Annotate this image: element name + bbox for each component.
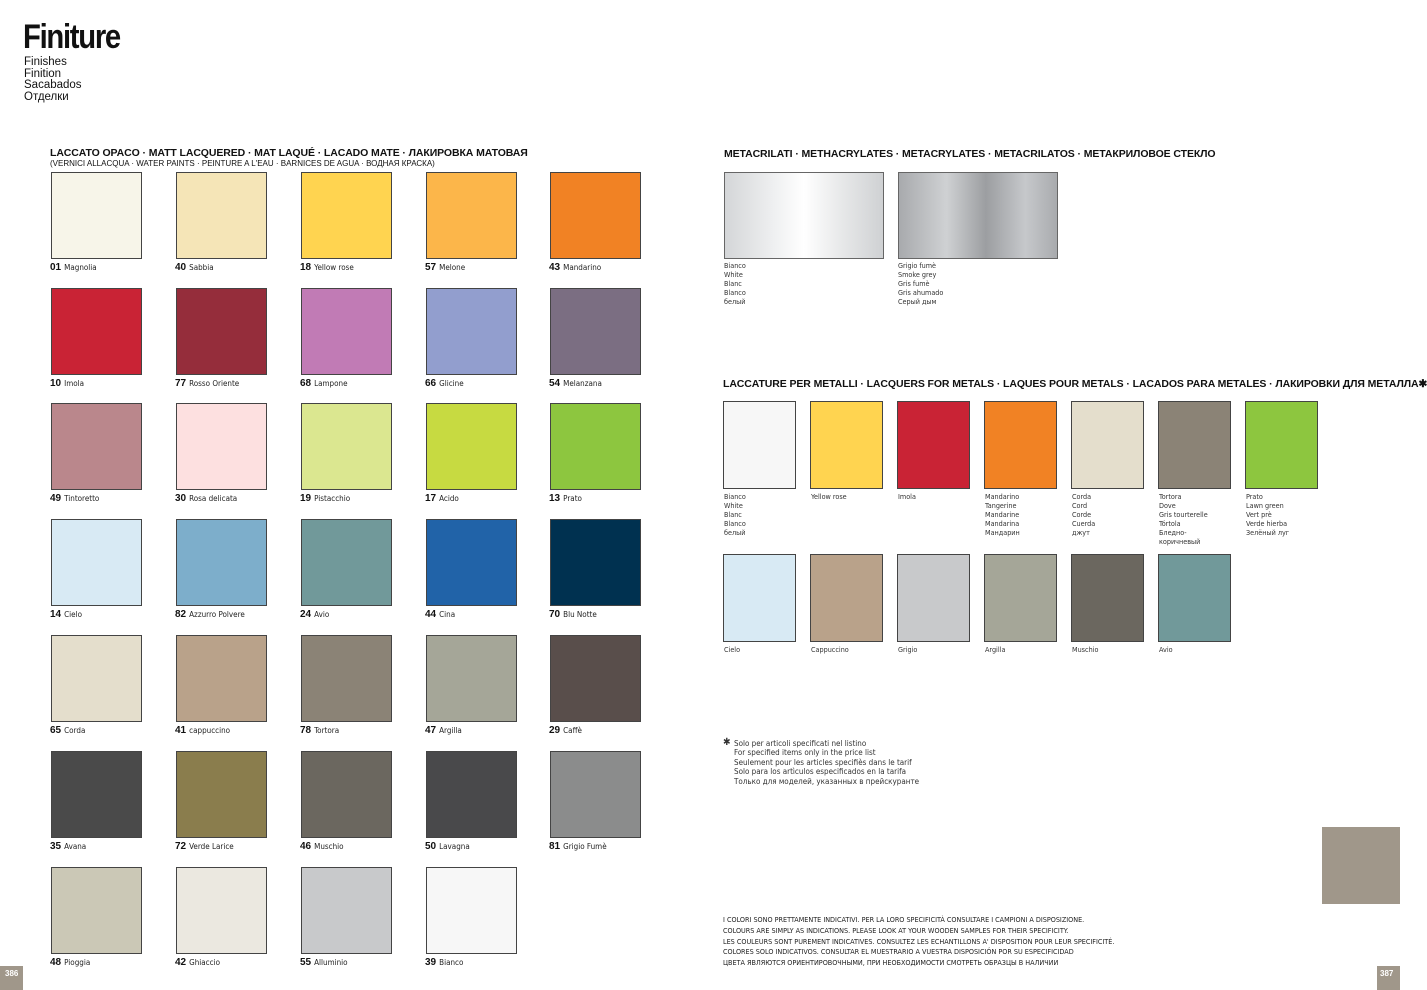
swatch-pioggia [51, 867, 142, 954]
metal-label [1246, 493, 1289, 538]
swatch-code: 35 [50, 841, 62, 852]
swatch-name: Blu Notte [563, 610, 597, 619]
footnote-line: For specified items only in the price list [734, 748, 876, 758]
label-line: Mandarine [985, 509, 1020, 519]
footnote-line: Seulement pour les articles specifiès dans le tarif [734, 757, 912, 767]
label-line: White [724, 500, 743, 510]
swatch-label [425, 725, 462, 736]
swatch-code: 17 [425, 493, 437, 504]
swatch-name: Glicine [439, 379, 464, 388]
swatch-code: 19 [300, 493, 312, 504]
label-line: белый [724, 296, 746, 306]
label-line: Grigio [898, 645, 918, 654]
label-line: белый [724, 527, 746, 537]
label-line: Blanco [724, 518, 746, 528]
swatch-label [50, 609, 82, 620]
metal-label [985, 646, 1005, 655]
swatch-name: Azzurro Polvere [189, 610, 245, 619]
swatch-label [425, 957, 463, 968]
swatch-cielo [51, 519, 142, 606]
swatch-code: 01 [50, 262, 62, 273]
label-line: Зелёный луг [1246, 527, 1290, 537]
methacrylate-swatch [724, 172, 884, 259]
footnote-line: Solo para los artìculos especificados en la tarifa [734, 767, 907, 777]
swatch-argilla [426, 635, 517, 722]
swatch-code: 41 [175, 725, 187, 736]
page-number-right-box [1377, 966, 1400, 990]
swatch-name: Pioggia [64, 958, 91, 967]
metal-label [724, 646, 740, 655]
label-line: Corda [1072, 492, 1092, 501]
swatch-code: 10 [50, 378, 62, 389]
label-line: Tórtola [1159, 518, 1181, 528]
swatch-caff- [550, 635, 641, 722]
swatch-label [549, 609, 597, 620]
subtitle-fr: Finition [24, 67, 62, 80]
swatch-label [300, 957, 348, 968]
swatch-name: Melanzana [563, 379, 602, 388]
label-line: Mandarino [985, 492, 1020, 501]
swatch-name: Avana [64, 842, 87, 851]
label-line: Blanc [724, 278, 742, 288]
subtitle-ru: Отделки [24, 91, 69, 104]
metal-label [811, 493, 847, 502]
label-line: Cappuccino [811, 645, 849, 654]
swatch-grigio-fum- [550, 751, 641, 838]
metal-swatch-avio [1158, 554, 1231, 642]
swatch-code: 68 [300, 378, 312, 389]
label-line: Avio [1159, 645, 1173, 654]
swatch-label [175, 725, 230, 736]
metals-heading [723, 378, 1427, 390]
swatch-label [425, 378, 464, 389]
swatch-name: Cina [439, 610, 456, 619]
swatch-name: Verde Larice [189, 842, 234, 851]
swatch-code: 43 [549, 262, 561, 273]
swatch-name: Sabbia [189, 263, 214, 272]
disclaimer-line: LES COULEURS SONT PUREMENT INDICATIVES. CONSULTEZ LES ECHANTILLONS A' DISPOSITION POUR LEUR SPECIFICITÉ. [723, 936, 1115, 946]
swatch-code: 50 [425, 841, 437, 852]
swatch-name: Avio [314, 610, 330, 619]
swatch-label [300, 262, 354, 273]
label-line: Bianco [724, 492, 746, 501]
swatch-code: 82 [175, 609, 187, 620]
swatch-code: 70 [549, 609, 561, 620]
swatch-sabbia [176, 172, 267, 259]
swatch-label [300, 725, 339, 736]
label-line: Cord [1072, 500, 1088, 510]
metal-label [724, 493, 746, 538]
swatch-name: Tortora [314, 726, 340, 735]
swatch-name: Imola [64, 379, 85, 388]
swatch-imola [51, 288, 142, 375]
methacrylates-heading: METACRILATI · METHACRYLATES · METACRYLATES · METACRILATOS · МЕТАКРИЛОВОЕ СТЕКЛО [724, 148, 1216, 160]
swatch-label [175, 841, 234, 852]
swatch-name: Tintoretto [64, 494, 100, 503]
swatch-name: Corda [64, 726, 86, 735]
swatch-name: cappuccino [189, 726, 231, 735]
swatch-tortora [301, 635, 392, 722]
label-line: Verde hierba [1246, 518, 1288, 528]
metal-label [811, 646, 849, 655]
methacrylate-swatch [898, 172, 1058, 259]
swatch-name: Caffè [563, 726, 582, 735]
page-number-left-box [0, 966, 23, 990]
label-line: джут [1072, 527, 1090, 537]
swatch-name: Magnolia [64, 263, 97, 272]
label-line: Gris tourterelle [1159, 509, 1208, 519]
swatch-name: Argilla [439, 726, 462, 735]
label-line: Prato [1246, 492, 1263, 501]
swatch-code: 18 [300, 262, 312, 273]
swatch-label [549, 841, 607, 852]
matt-heading: LACCATO OPACO · MATT LACQUERED · MAT LAQUÉ · LACADO MATE · ЛАКИРОВКА МАТОВАЯ [50, 147, 528, 159]
disclaimer-line: I COLORI SONO PRETTAMENTE INDICATIVI. PER LA LORO SPECIFICITÀ CONSULTARE I CAMPIONI A DISPOSIZIONE. [723, 915, 1085, 924]
swatch-label [50, 957, 90, 968]
swatch-label [425, 609, 455, 620]
label-line: Vert prè [1246, 509, 1272, 519]
swatch-name: Rosa delicata [189, 494, 238, 503]
swatch-label [300, 609, 329, 620]
swatch-label [300, 841, 344, 852]
swatch-code: 47 [425, 725, 437, 736]
label-line: Imola [898, 492, 916, 501]
swatch-lavagna [426, 751, 517, 838]
swatch-label [50, 841, 86, 852]
label-line: Серый дым [898, 296, 937, 306]
label-line: Smoke grey [898, 269, 937, 279]
label-line: Mandarina [985, 518, 1020, 528]
swatch-code: 65 [50, 725, 62, 736]
metal-label [985, 493, 1020, 538]
swatch-acido [426, 403, 517, 490]
swatch-label [549, 725, 582, 736]
swatch-avio [301, 519, 392, 606]
swatch-label [175, 262, 214, 273]
label-line: Yellow rose [811, 492, 847, 501]
footnote-line: Solo per articoli specificati nel listino [734, 739, 867, 748]
swatch-name: Bianco [439, 958, 464, 967]
swatch-cappuccino [176, 635, 267, 722]
label-line: Cielo [724, 645, 741, 654]
metal-label [898, 493, 916, 502]
swatch-avana [51, 751, 142, 838]
metal-label [1072, 646, 1098, 655]
swatch-name: Muschio [314, 842, 344, 851]
swatch-label [425, 841, 470, 852]
swatch-verde-larice [176, 751, 267, 838]
swatch-label [300, 378, 348, 389]
page-number-left: 386 [5, 969, 19, 978]
swatch-code: 44 [425, 609, 437, 620]
metal-swatch-mandarino [984, 401, 1057, 489]
metals-heading-text: LACCATURE PER METALLI · LACQUERS FOR METALS · LAQUES POUR METALS · LACADOS PARA METALES · ЛАКИРОВКИ ДЛЯ МЕТАЛЛА [723, 378, 1419, 390]
footnote-line: Только для моделей, указанных в прейскуранте [734, 776, 920, 786]
swatch-code: 77 [175, 378, 187, 389]
label-line: Grigio fumè [898, 261, 937, 270]
label-line: Lawn green [1246, 500, 1284, 510]
section-tab [1322, 827, 1400, 904]
disclaimer-line: COLORES SOLO INDICATIVOS. CONSULTAR EL MUESTRARIO A VUESTRA DISPOSICIÓN POR SU ESPECIFICIDAD [723, 947, 1074, 957]
asterisk-icon: ✱ [723, 737, 731, 748]
swatch-melanzana [550, 288, 641, 375]
swatch-code: 48 [50, 957, 62, 968]
label-line: Gris ahumado [898, 287, 944, 297]
swatch-code: 42 [175, 957, 187, 968]
swatch-tintoretto [51, 403, 142, 490]
label-line: Argilla [985, 645, 1006, 654]
swatch-name: Acido [439, 494, 459, 503]
swatch-corda [51, 635, 142, 722]
swatch-name: Mandarino [563, 263, 602, 272]
swatch-label [50, 378, 84, 389]
swatch-code: 57 [425, 262, 437, 273]
swatch-code: 30 [175, 493, 187, 504]
swatch-bianco [426, 867, 517, 954]
swatch-label [425, 262, 465, 273]
swatch-code: 29 [549, 725, 561, 736]
swatch-code: 78 [300, 725, 312, 736]
swatch-code: 39 [425, 957, 437, 968]
swatch-label [175, 493, 237, 504]
label-line: Bianco [724, 261, 746, 270]
swatch-rosa-delicata [176, 403, 267, 490]
swatch-name: Ghiaccio [189, 958, 220, 967]
swatch-pistacchio [301, 403, 392, 490]
swatch-azzurro-polvere [176, 519, 267, 606]
methacrylate-label [898, 262, 943, 307]
swatch-magnolia [51, 172, 142, 259]
swatch-label [425, 493, 459, 504]
matt-subheading: (VERNICI ALLACQUA · WATER PAINTS · PEINTURE A L'EAU · BARNICES DE AGUA · ВОДНАЯ КРАСКА) [50, 159, 435, 168]
metal-label [1159, 646, 1173, 655]
label-line: Бледно- [1159, 527, 1187, 537]
label-line: Corde [1072, 509, 1092, 519]
page-subtitles [24, 57, 82, 104]
metal-swatch-imola [897, 401, 970, 489]
swatch-name: Pistacchio [314, 494, 351, 503]
swatch-name: Alluminio [314, 958, 348, 967]
swatch-name: Rosso Oriente [189, 379, 240, 388]
swatch-mandarino [550, 172, 641, 259]
swatch-label [549, 493, 582, 504]
swatch-label [50, 262, 97, 273]
metal-swatch-prato [1245, 401, 1318, 489]
metal-label [1072, 493, 1095, 538]
metal-label [1159, 493, 1208, 546]
swatch-name: Melone [439, 263, 466, 272]
swatch-name: Lavagna [439, 842, 470, 851]
label-line: Dove [1159, 500, 1176, 510]
swatch-code: 46 [300, 841, 312, 852]
swatch-yellow-rose [301, 172, 392, 259]
page-title: Finiture [23, 18, 120, 56]
label-line: Gris fumè [898, 278, 930, 288]
swatch-label [549, 262, 601, 273]
swatch-lampone [301, 288, 392, 375]
methacrylate-label [724, 262, 746, 307]
metal-swatch-tortora [1158, 401, 1231, 489]
label-line: Мандарин [985, 527, 1020, 537]
label-line: коричневый [1159, 536, 1201, 546]
swatch-name: Prato [563, 494, 582, 503]
metal-swatch-grigio [897, 554, 970, 642]
swatch-cina [426, 519, 517, 606]
swatch-label [175, 609, 245, 620]
swatch-label [50, 725, 85, 736]
swatch-label [175, 957, 220, 968]
swatch-muschio [301, 751, 392, 838]
asterisk-icon: ✱ [1418, 378, 1427, 390]
footnote [723, 739, 919, 786]
swatch-melone [426, 172, 517, 259]
label-line: White [724, 269, 743, 279]
label-line: Blanco [724, 287, 746, 297]
metal-label [898, 646, 917, 655]
swatch-name: Cielo [64, 610, 82, 619]
swatch-name: Yellow rose [314, 263, 354, 272]
subtitle-es: Sacabados [24, 79, 82, 92]
swatch-prato [550, 403, 641, 490]
swatch-rosso-oriente [176, 288, 267, 375]
swatch-code: 49 [50, 493, 62, 504]
swatch-label [549, 378, 602, 389]
swatch-label [175, 378, 239, 389]
swatch-code: 72 [175, 841, 187, 852]
swatch-code: 14 [50, 609, 62, 620]
swatch-code: 66 [425, 378, 437, 389]
subtitle-en: Finishes [24, 56, 67, 68]
swatch-label [300, 493, 350, 504]
disclaimer-line: COLOURS ARE SIMPLY AS INDICATIONS. PLEASE LOOK AT YOUR WOODEN SAMPLES FOR THEIR SPECIFICITY. [723, 925, 1069, 935]
metal-swatch-corda [1071, 401, 1144, 489]
metal-swatch-cappuccino [810, 554, 883, 642]
metal-swatch-muschio [1071, 554, 1144, 642]
swatch-code: 81 [549, 841, 561, 852]
label-line: Tortora [1159, 492, 1182, 501]
color-disclaimer [723, 915, 1114, 969]
swatch-blu-notte [550, 519, 641, 606]
swatch-name: Lampone [314, 379, 348, 388]
swatch-label [50, 493, 99, 504]
label-line: Tangerine [985, 500, 1017, 510]
swatch-code: 54 [549, 378, 561, 389]
swatch-alluminio [301, 867, 392, 954]
label-line: Blanc [724, 509, 742, 519]
swatch-name: Grigio Fumè [563, 842, 607, 851]
metal-swatch-cielo [723, 554, 796, 642]
metal-swatch-bianco [723, 401, 796, 489]
swatch-code: 13 [549, 493, 561, 504]
swatch-code: 24 [300, 609, 312, 620]
metal-swatch-argilla [984, 554, 1057, 642]
metal-swatch-yellow-rose [810, 401, 883, 489]
label-line: Muschio [1072, 645, 1099, 654]
swatch-code: 55 [300, 957, 312, 968]
label-line: Cuerda [1072, 518, 1096, 528]
page-number-right: 387 [1380, 969, 1394, 978]
swatch-ghiaccio [176, 867, 267, 954]
swatch-code: 40 [175, 262, 187, 273]
disclaimer-line: ЦВЕТА ЯВЛЯЮТСЯ ОРИЕНТИРОВОЧНЫМИ, ПРИ НЕОБХОДИМОСТИ СМОТРЕТЬ ОБРАЗЦЫ В НАЛИЧИИ [723, 958, 1059, 968]
swatch-glicine [426, 288, 517, 375]
